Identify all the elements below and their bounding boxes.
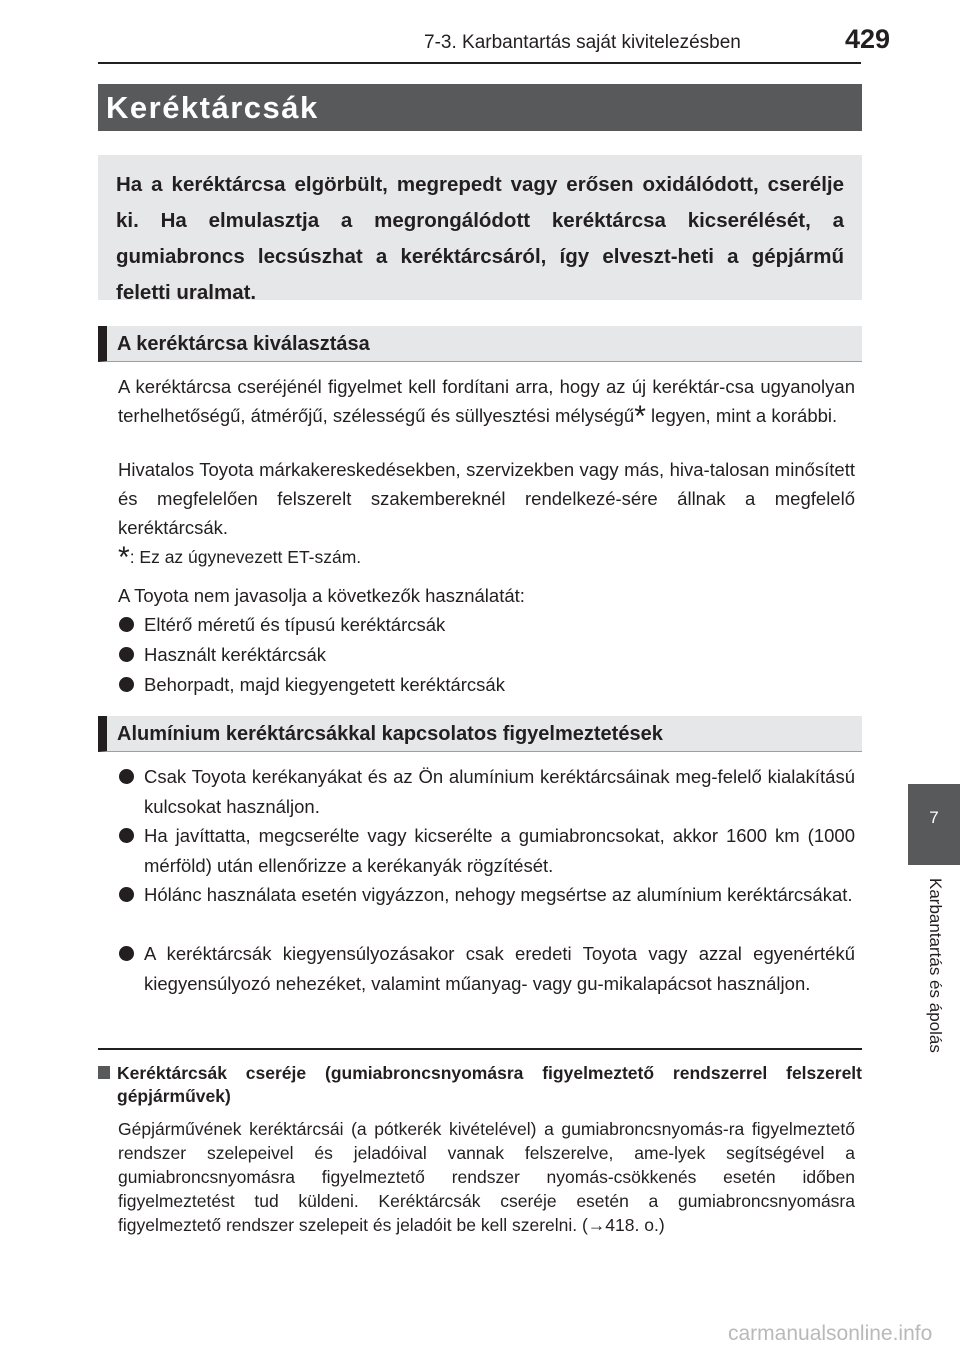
watermark: carmanualsonline.info (728, 1322, 933, 1345)
page-title: Keréktárcsák (98, 84, 862, 131)
not-recommended-item (118, 610, 855, 640)
footnote-mark: * (118, 541, 130, 574)
chapter-tab[interactable]: 7 (908, 784, 960, 865)
aluminum-item (118, 880, 855, 910)
footnote (118, 542, 361, 572)
bullet-dot-icon (119, 828, 134, 843)
note-heading (98, 1062, 862, 1108)
header-rule (98, 62, 861, 64)
bullet-dot-icon (119, 887, 134, 902)
not-recommended-text: Eltérő méretű és típusú keréktárcsák (144, 614, 446, 635)
bullet-dot-icon (119, 647, 134, 662)
aluminum-item (118, 939, 855, 999)
aluminum-item-text: Ha javíttatta, megcserélte vagy kicserélte a gumiabroncsokat, akkor 1600 km (1000 mérföld) után ellenőrizze a kerékanyák rögzítését. (144, 825, 855, 876)
recommend-intro: A Toyota nem javasolja a következők használatát: (118, 585, 525, 606)
aluminum-heading: Alumínium keréktárcsákkal kapcsolatos figyelmeztetések (98, 716, 862, 752)
selection-heading: A keréktárcsa kiválasztása (98, 326, 862, 362)
selection-paragraph-2: Hivatalos Toyota márkakereskedésekben, szervizekben vagy más, hiva-talosan minősített és megfelelően felszerelt szakembereknél rendelkezé-sére állnak a megfelelő keréktárcsák. (118, 459, 855, 538)
not-recommended-text: Behorpadt, majd kiegyengetett keréktárcsák (144, 674, 505, 695)
selection-paragraph-1 (118, 372, 855, 433)
aluminum-item (118, 762, 855, 822)
not-recommended-item (118, 640, 855, 670)
not-recommended-text: Használt keréktárcsák (144, 644, 326, 665)
not-recommended-item (118, 670, 855, 700)
chapter-title: Karbantartás és ápolás (926, 878, 945, 1053)
aluminum-item-text: Hólánc használata esetén vigyázzon, nehogy megsértse az alumínium keréktárcsákat. (144, 884, 853, 905)
selection-paragraph-1-end: legyen, mint a korábbi. (645, 405, 838, 426)
aluminum-item (118, 821, 855, 881)
note-body: Gépjárművének keréktárcsái (a pótkerék kivételével) a gumiabroncsnyomás-ra figyelmeztető rendszer szelepeivel és jeladóival vannak felszerelve, ame-lyek segítségével a gumiabroncsnyomásra figyelmeztető rendszer nyomás-csökkenés esetén időben figyelmeztetést tud küldeni. Keréktárcsák cseréje esetén a gumiabroncsnyomásra figyelmeztető rendszer szelepeit és jeladóit be kell szerelni. (→418. o.) (118, 1119, 855, 1235)
note-heading-text: Keréktárcsák cseréje (gumiabroncsnyomásra figyelmeztető rendszerrel felszerelt gépjárművek) (117, 1063, 862, 1106)
header-section-title: 7-3. Karbantartás saját kivitelezésben (424, 32, 741, 53)
aluminum-item-text: A keréktárcsák kiegyensúlyozásakor csak eredeti Toyota vagy azzal egyenértékű kiegyensúlyozó nehezéket, valamint műanyag- vagy gu-mikalapácsot használjon. (144, 943, 855, 994)
bullet-dot-icon (119, 946, 134, 961)
note-square-icon (98, 1066, 110, 1079)
selection-paragraph-1-text: A keréktárcsa cseréjénél figyelmet kell fordítani arra, hogy az új keréktár-csa ugyanolyan terhelhetőségű, átmérőjű, szélességű és süllyesztési mélységű (118, 376, 855, 426)
page-number: 429 (845, 24, 891, 54)
section-divider (98, 1048, 862, 1050)
footnote-text: : Ez az úgynevezett ET-szám. (129, 547, 362, 567)
bullet-dot-icon (119, 617, 134, 632)
bullet-dot-icon (119, 677, 134, 692)
aluminum-item-text: Csak Toyota kerékanyákat és az Ön alumínium keréktárcsáinak meg-felelő kialakítású kulcsokat használjon. (144, 766, 855, 817)
bullet-dot-icon (119, 769, 134, 784)
asterisk-mark: * (634, 400, 646, 433)
intro-warning-box: Ha a keréktárcsa elgörbült, megrepedt vagy erősen oxidálódott, cserélje ki. Ha elmulasztja a megrongálódott keréktárcsa kicserélését, a gumiabroncs lecsúszhat a keréktárcsáról, így elveszt-heti a gépjármű feletti uralmat. (98, 155, 862, 300)
